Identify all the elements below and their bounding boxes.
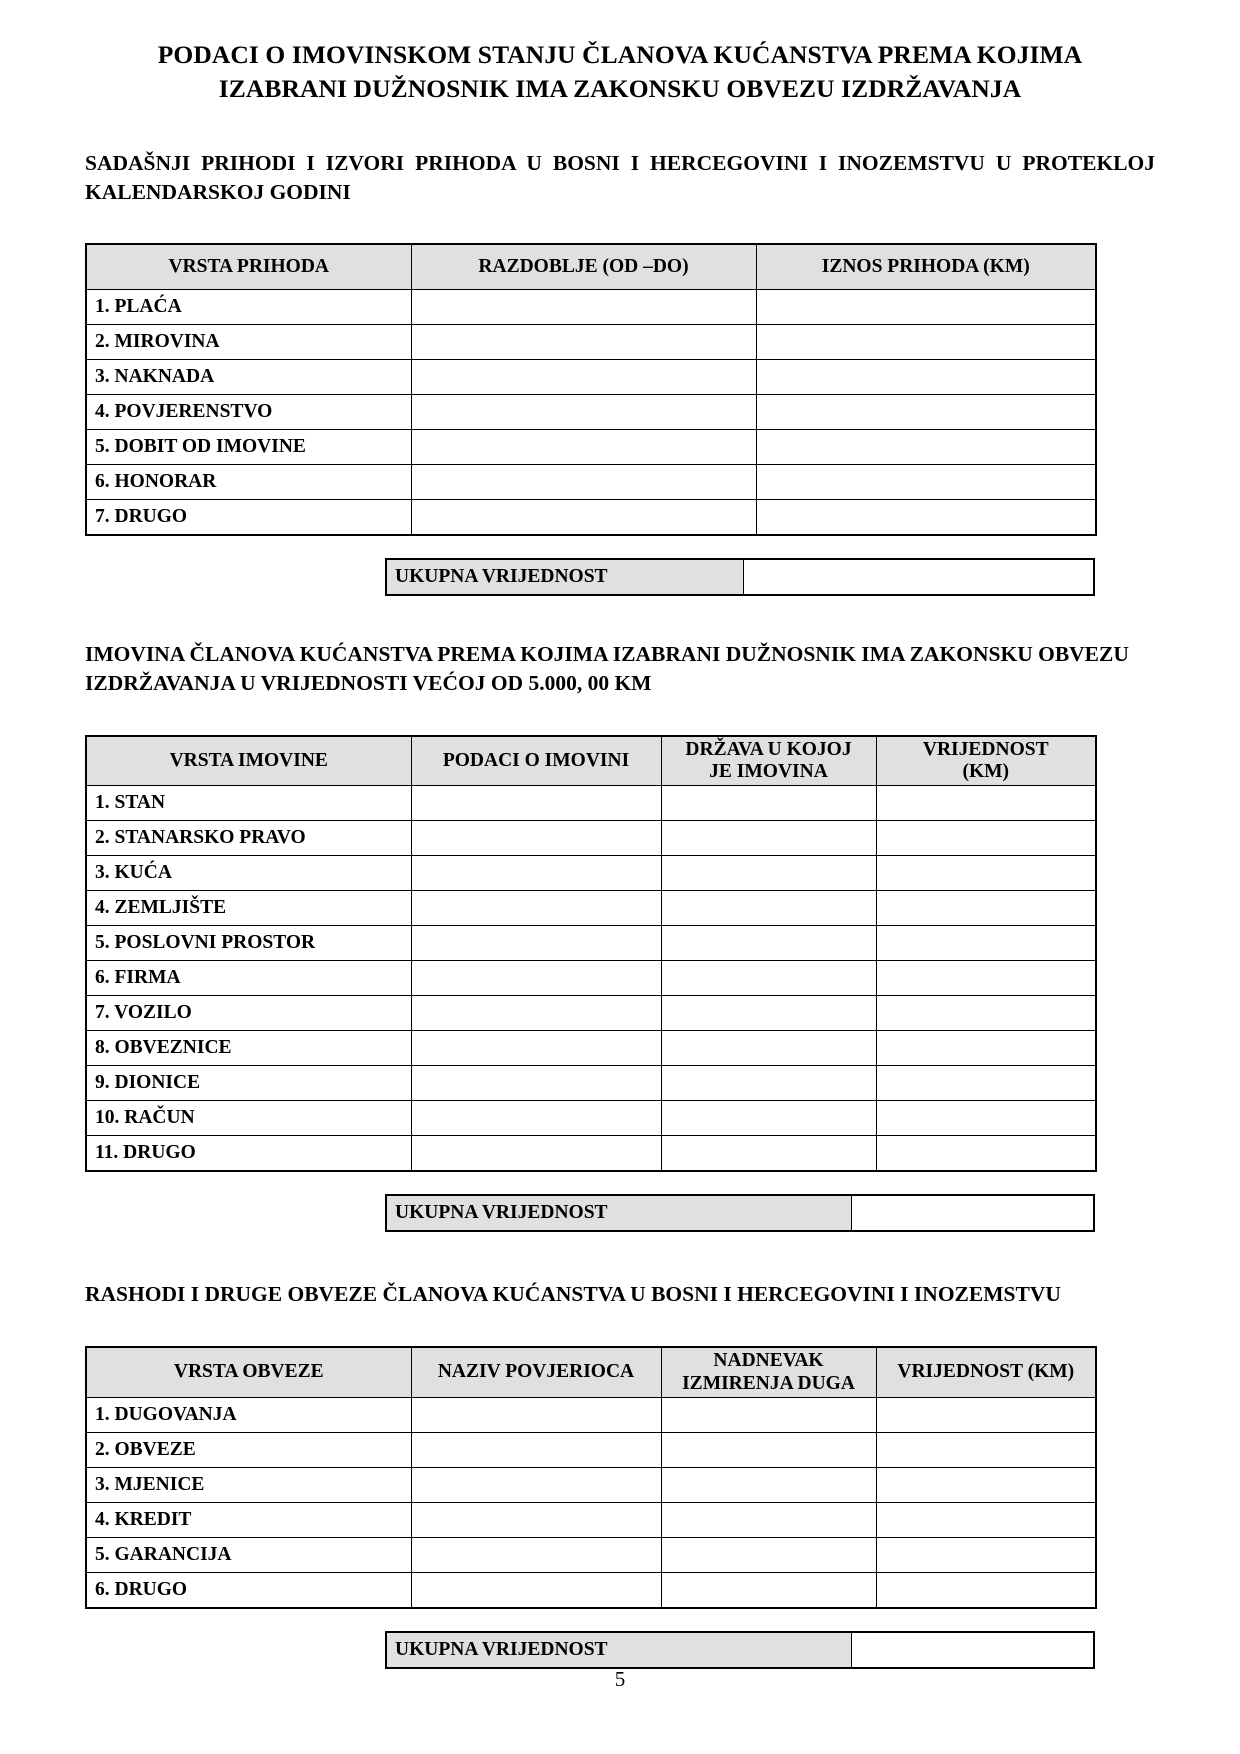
settlement-date-field[interactable] — [661, 1467, 876, 1502]
spacer — [85, 1172, 1155, 1194]
property-value-field[interactable] — [876, 1101, 1096, 1136]
table-header-row — [86, 736, 1096, 786]
property-data-field[interactable] — [411, 1101, 661, 1136]
table-row — [86, 856, 1096, 891]
table-row — [86, 429, 1096, 464]
table-row — [86, 996, 1096, 1031]
total-row — [386, 1632, 1094, 1668]
table-row — [86, 961, 1096, 996]
property-country-field[interactable] — [661, 1066, 876, 1101]
creditor-field[interactable] — [411, 1467, 661, 1502]
table-row — [86, 1432, 1096, 1467]
property-data-field[interactable] — [411, 1031, 661, 1066]
row-label: 8. OBVEZNICE — [86, 1031, 411, 1066]
property-total-table — [385, 1194, 1095, 1232]
row-label: 5. DOBIT OD IMOVINE — [86, 429, 411, 464]
property-country-field[interactable] — [661, 926, 876, 961]
column-header-line2: (KM) — [962, 760, 1010, 782]
income-amount-field[interactable] — [756, 324, 1096, 359]
property-value-field[interactable] — [876, 996, 1096, 1031]
liability-value-field[interactable] — [876, 1537, 1096, 1572]
table-row — [86, 1066, 1096, 1101]
liabilities-total-value-field[interactable] — [852, 1632, 1095, 1668]
column-header-property-type: VRSTA IMOVINE — [86, 736, 411, 786]
spacer — [85, 1609, 1155, 1631]
property-value-field[interactable] — [876, 1066, 1096, 1101]
liability-value-field[interactable] — [876, 1397, 1096, 1432]
row-label: 1. STAN — [86, 786, 411, 821]
row-label: 3. KUĆA — [86, 856, 411, 891]
page-number: 5 — [614, 1667, 626, 1691]
column-header-creditor-name: NAZIV POVJERIOCA — [411, 1347, 661, 1397]
income-period-field[interactable] — [411, 324, 756, 359]
liability-value-field[interactable] — [876, 1432, 1096, 1467]
table-row — [86, 359, 1096, 394]
property-total-wrap — [85, 1194, 1095, 1232]
property-data-field[interactable] — [411, 1066, 661, 1101]
property-value-field[interactable] — [876, 891, 1096, 926]
table-row — [86, 1572, 1096, 1608]
column-header-income-period: RAZDOBLJE (OD –DO) — [411, 244, 756, 290]
total-label: UKUPNA VRIJEDNOST — [386, 1632, 852, 1668]
property-country-field[interactable] — [661, 1031, 876, 1066]
table-header-row — [86, 1347, 1096, 1397]
property-total-value-field[interactable] — [852, 1195, 1095, 1231]
column-header-income-type: VRSTA PRIHODA — [86, 244, 411, 290]
liabilities-total-wrap — [85, 1631, 1095, 1669]
income-amount-field[interactable] — [756, 499, 1096, 535]
creditor-field[interactable] — [411, 1502, 661, 1537]
total-row — [386, 1195, 1094, 1231]
property-country-field[interactable] — [661, 1101, 876, 1136]
section-heading-property: IMOVINA ČLANOVA KUĆANSTVA PREMA KOJIMA IZABRANI DUŽNOSNIK IMA ZAKONSKU OBVEZU IZDRŽAVANJA U VRIJEDNOSTI VEĆOJ OD 5.000, 00 KM — [85, 641, 1129, 695]
property-country-field[interactable] — [661, 961, 876, 996]
row-label: 3. MJENICE — [86, 1467, 411, 1502]
income-period-field[interactable] — [411, 464, 756, 499]
spacer — [85, 1232, 1155, 1280]
property-country-field[interactable] — [661, 996, 876, 1031]
income-amount-field[interactable] — [756, 359, 1096, 394]
table-row — [86, 499, 1096, 535]
property-data-field[interactable] — [411, 891, 661, 926]
property-table — [85, 735, 1097, 1173]
property-country-field[interactable] — [661, 1136, 876, 1172]
row-label: 6. FIRMA — [86, 961, 411, 996]
row-label: 4. ZEMLJIŠTE — [86, 891, 411, 926]
property-country-field[interactable] — [661, 786, 876, 821]
total-row — [386, 559, 1094, 595]
settlement-date-field[interactable] — [661, 1502, 876, 1537]
property-value-field[interactable] — [876, 926, 1096, 961]
property-value-field[interactable] — [876, 856, 1096, 891]
section-heading-income: SADAŠNJI PRIHODI I IZVORI PRIHODA U BOSNI I HERCEGOVINI I INOZEMSTVU U PROTEKLOJ KALENDARSKOJ GODINI — [85, 151, 1155, 205]
income-period-field[interactable] — [411, 289, 756, 324]
total-label: UKUPNA VRIJEDNOST — [386, 1195, 852, 1231]
income-amount-field[interactable] — [756, 464, 1096, 499]
settlement-date-field[interactable] — [661, 1432, 876, 1467]
property-data-field[interactable] — [411, 961, 661, 996]
spacer — [85, 698, 1155, 735]
spacer — [85, 105, 1155, 149]
row-label: 2. MIROVINA — [86, 324, 411, 359]
property-country-field[interactable] — [661, 821, 876, 856]
creditor-field[interactable] — [411, 1432, 661, 1467]
creditor-field[interactable] — [411, 1537, 661, 1572]
liabilities-table — [85, 1346, 1097, 1609]
settlement-date-field[interactable] — [661, 1397, 876, 1432]
column-header-line2: IZMIRENJA DUGA — [682, 1372, 855, 1394]
table-row — [86, 1537, 1096, 1572]
table-row — [86, 1502, 1096, 1537]
table-row — [86, 1101, 1096, 1136]
table-row — [86, 1467, 1096, 1502]
property-data-field[interactable] — [411, 1136, 661, 1172]
property-value-field[interactable] — [876, 961, 1096, 996]
spacer — [85, 536, 1155, 558]
table-row — [86, 926, 1096, 961]
income-amount-field[interactable] — [756, 429, 1096, 464]
column-header-settlement-date — [661, 1347, 876, 1397]
row-label: 10. RAČUN — [86, 1101, 411, 1136]
spacer — [85, 207, 1155, 243]
settlement-date-field[interactable] — [661, 1572, 876, 1608]
row-label: 6. DRUGO — [86, 1572, 411, 1608]
column-header-liability-value: VRIJEDNOST (KM) — [876, 1347, 1096, 1397]
page-title: PODACI O IMOVINSKOM STANJU ČLANOVA KUĆANSTVA PREMA KOJIMA IZABRANI DUŽNOSNIK IMA ZAKONSKU OBVEZU IZDRŽAVANJA — [157, 40, 1083, 103]
column-header-property-value — [876, 736, 1096, 786]
row-label: 3. NAKNADA — [86, 359, 411, 394]
property-value-field[interactable] — [876, 786, 1096, 821]
income-period-field[interactable] — [411, 429, 756, 464]
income-amount-field[interactable] — [756, 289, 1096, 324]
column-header-liability-type: VRSTA OBVEZE — [86, 1347, 411, 1397]
row-label: 1. DUGOVANJA — [86, 1397, 411, 1432]
total-label: UKUPNA VRIJEDNOST — [386, 559, 744, 595]
spacer — [85, 596, 1155, 640]
row-label: 2. STANARSKO PRAVO — [86, 821, 411, 856]
row-label: 5. POSLOVNI PROSTOR — [86, 926, 411, 961]
income-amount-field[interactable] — [756, 394, 1096, 429]
table-row — [86, 464, 1096, 499]
income-total-table — [385, 558, 1095, 596]
property-data-field[interactable] — [411, 856, 661, 891]
section-heading-liabilities: RASHODI I DRUGE OBVEZE ČLANOVA KUĆANSTVA U BOSNI I HERCEGOVINI I INOZEMSTVU — [85, 1282, 1061, 1307]
income-table — [85, 243, 1097, 536]
property-country-field[interactable] — [661, 856, 876, 891]
creditor-field[interactable] — [411, 1572, 661, 1608]
property-data-field[interactable] — [411, 821, 661, 856]
property-data-field[interactable] — [411, 996, 661, 1031]
table-row — [86, 891, 1096, 926]
row-label: 4. KREDIT — [86, 1502, 411, 1537]
income-period-field[interactable] — [411, 499, 756, 535]
row-label: 5. GARANCIJA — [86, 1537, 411, 1572]
liabilities-total-table — [385, 1631, 1095, 1669]
table-row — [86, 394, 1096, 429]
column-header-line1: VRIJEDNOST — [922, 738, 1049, 760]
income-total-wrap — [85, 558, 1095, 596]
property-data-field[interactable] — [411, 786, 661, 821]
column-header-line2: JE IMOVINA — [709, 760, 828, 782]
creditor-field[interactable] — [411, 1397, 661, 1432]
property-value-field[interactable] — [876, 1136, 1096, 1172]
liability-value-field[interactable] — [876, 1572, 1096, 1608]
column-header-line1: DRŽAVA U KOJOJ — [685, 738, 852, 760]
property-value-field[interactable] — [876, 1031, 1096, 1066]
table-row — [86, 1031, 1096, 1066]
column-header-property-country — [661, 736, 876, 786]
income-period-field[interactable] — [411, 394, 756, 429]
property-data-field[interactable] — [411, 926, 661, 961]
property-value-field[interactable] — [876, 821, 1096, 856]
column-header-property-data: PODACI O IMOVINI — [411, 736, 661, 786]
column-header-income-amount: IZNOS PRIHODA (KM) — [756, 244, 1096, 290]
table-row — [86, 1397, 1096, 1432]
row-label: 7. DRUGO — [86, 499, 411, 535]
liability-value-field[interactable] — [876, 1502, 1096, 1537]
settlement-date-field[interactable] — [661, 1537, 876, 1572]
spacer — [85, 1309, 1155, 1346]
column-header-line1: NADNEVAK — [713, 1350, 824, 1372]
row-label: 1. PLAĆA — [86, 289, 411, 324]
table-row — [86, 289, 1096, 324]
table-header-row — [86, 244, 1096, 290]
row-label: 6. HONORAR — [86, 464, 411, 499]
row-label: 11. DRUGO — [86, 1136, 411, 1172]
row-label: 7. VOZILO — [86, 996, 411, 1031]
row-label: 2. OBVEZE — [86, 1432, 411, 1467]
table-row — [86, 1136, 1096, 1172]
property-country-field[interactable] — [661, 891, 876, 926]
income-total-value-field[interactable] — [744, 559, 1095, 595]
table-row — [86, 821, 1096, 856]
liability-value-field[interactable] — [876, 1467, 1096, 1502]
table-row — [86, 786, 1096, 821]
table-row — [86, 324, 1096, 359]
row-label: 9. DIONICE — [86, 1066, 411, 1101]
income-period-field[interactable] — [411, 359, 756, 394]
row-label: 4. POVJERENSTVO — [86, 394, 411, 429]
